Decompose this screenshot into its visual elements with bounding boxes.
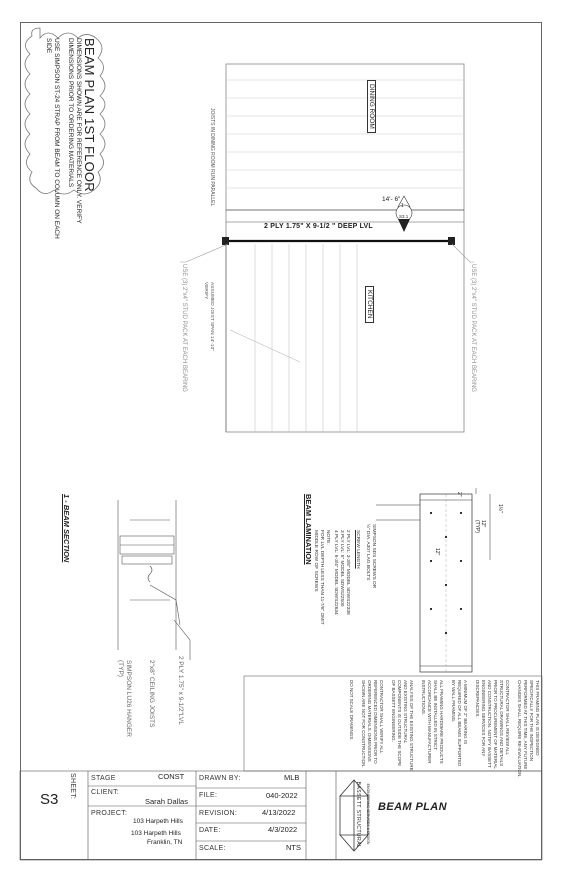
file-value: 040-2022: [266, 791, 298, 800]
lamination-notes: [364, 524, 376, 588]
joist-note: JOISTS IN DINING ROOM RUN PARALLEL: [209, 108, 215, 207]
plan-note-2: DIMENSIONS PRIOR TO ORDERING MATERIALS: [67, 38, 74, 188]
project-value-1: 103 Harpeth Hills: [133, 818, 183, 825]
hanger-text: SIMPSON LU26 HANGER: [125, 660, 132, 737]
beam-span-dimension: 14'- 6": [382, 196, 401, 203]
lam-dim-1: 1½": [497, 504, 503, 513]
note-line-1: FOR LVL DEPTH LESS THAN 11-7/8" OMIT: [319, 530, 324, 625]
general-note-line: AND CONSTRUCTION. NOTIFY BASSETT: [487, 680, 492, 768]
hanger-typ: (TYP): [117, 660, 124, 677]
note-line-2: MIDDLE ROW OF SCREWS: [313, 530, 318, 592]
general-note-line: SHOWN ARE NOT FOR CONSTRUCTION.: [361, 680, 366, 768]
beam-label: 2 PLY 1.75" X 9-1/2 " DEEP LVL: [264, 223, 373, 230]
room-label-dining: DINING ROOM: [367, 80, 376, 133]
general-note-line: OF BASSETT ENGINEERING.: [391, 680, 396, 742]
general-note-line: SPECIFICALLY FOR THE INSPECTION: [529, 680, 534, 762]
company-logo-mark: [340, 780, 368, 851]
general-note-line: ORDERING MATERIALS. DIMENSIONS: [367, 680, 372, 762]
lam-dim-5: 12": [434, 548, 440, 556]
verify-text: VERIFY: [203, 282, 208, 300]
screw-note-2: ½" DIA. A307 LAG BOLTS: [365, 524, 370, 581]
general-note-line: AND EXISTING STRUCTURAL: [403, 680, 408, 744]
table-row-1: 2 PLY LVL: 3-3/8" MODEL SDWS22338: [345, 530, 350, 615]
room-label-kitchen: KITCHEN: [365, 286, 374, 323]
lamination-footnote: [312, 530, 330, 625]
sheet-number: S3: [40, 791, 59, 808]
revision-value: 4/13/2022: [262, 808, 296, 817]
sheet-label: SHEET:: [69, 773, 76, 800]
section-sheet: S3.1: [399, 214, 409, 219]
revision-label: REVISION:: [199, 810, 238, 817]
plan-note-1: DIMENSIONS SHOWN ARE FOR REFERENCE ONLY. VERIFY: [75, 38, 82, 224]
screw-note-1: SIMPSON SDS SCREWS OR: [371, 524, 376, 589]
stud-pack-note-left: USE (3) 2"x4" STUD PACK AT EACH BEARING: [181, 264, 187, 392]
plan-note-3: USE SIMPSON ST-24 STRAP FROM BEAM TO COLUMN ON EACH: [53, 38, 60, 239]
general-note-line: ALL FRAMING HARDWARE PRODUCTS: [439, 680, 444, 764]
drawing-title: BEAM PLAN: [378, 801, 447, 813]
lam-dim-4: 2": [456, 492, 462, 497]
client-label: CLIENT:: [91, 789, 120, 796]
lam-dim-3: (TYP): [474, 520, 480, 534]
general-note-line: REQUIRED OF ALL BEAMS SUPPORTED: [457, 680, 462, 767]
table-row-2: 3 PLY LVL: 5" MODEL SDWS22500: [339, 530, 344, 607]
general-note-line: ENGINEERING SERVICES FOR ANY: [481, 680, 486, 757]
general-note-line: CONTRACTOR SHALL REVIEW ALL: [505, 680, 510, 756]
lam-dim-2: 12": [480, 520, 486, 528]
beam-section-drawing: [118, 500, 190, 660]
joist-lines: [226, 80, 464, 188]
general-note-line: THIS FRAMING PLAN IS DESIGNED: [535, 680, 540, 756]
scale-value: NTS: [286, 843, 301, 852]
stage-label: STAGE: [91, 775, 116, 782]
general-note-line: PRIOR TO PROCUREMENT OF MATERIAL: [493, 680, 498, 769]
general-note-line: ACCORDANCE WITH MANUFACTURER: [427, 680, 432, 764]
plan-outline: [226, 64, 464, 432]
plan-title-block: [44, 38, 96, 239]
general-note-line: A MINIMUM OF 2" BEARING IS: [463, 680, 468, 745]
general-note-line: ANALYSIS OF THE EXISTING STRUCTURE: [409, 680, 414, 771]
general-notes: [348, 680, 540, 777]
general-note-line: INSTRUCTIONS.: [421, 680, 426, 716]
file-label: FILE:: [199, 792, 218, 799]
general-note-line: CONTRACTOR SHALL VERIFY ALL: [379, 680, 384, 754]
table-header: SCREW LENGTH: [355, 530, 360, 569]
plan-title: BEAM PLAN 1ST FLOOR: [82, 38, 97, 192]
table-row-3: 4 PLY LVL: 6-3/4" MODEL SDWS22634: [333, 530, 338, 615]
section-label-joists: 2"x8" CEILING JOISTS: [148, 660, 155, 728]
plan-note-4: SIDE: [45, 38, 52, 54]
drawn-by-value: MLB: [284, 773, 300, 782]
general-note-line: PERFORMED AT THIS TIME, ANY FUTURE: [523, 680, 528, 770]
date-label: DATE:: [199, 827, 221, 834]
assumed-span-note: [202, 282, 214, 351]
screw-length-table: [332, 530, 360, 615]
scale-label: SCALE:: [199, 845, 226, 852]
general-note-line: REFERENCED DIMENSIONS PRIOR TO: [373, 680, 378, 764]
general-note-line: CHANGES SHALL REQUIRE RE-EVALUATION.: [517, 680, 522, 778]
section-label-hanger: [116, 660, 132, 737]
drawn-by-label: DRAWN BY:: [199, 775, 241, 782]
general-note-line: STRUCTURAL DRAWINGS AND DETAILS: [499, 680, 504, 767]
stud-pack-note-right: USE (3) 2"x4" STUD PACK AT EACH BEARING: [470, 264, 476, 392]
project-label: PROJECT:: [91, 810, 128, 817]
assumed-span-text: ASSUMED JOIST SPAN 14'-10": [209, 282, 214, 351]
sheet-cell: [24, 773, 84, 808]
general-note-line: DISCREPANCIES.: [475, 680, 480, 718]
project-value-3: Franklin, TN: [147, 839, 183, 846]
general-note-line: COMPONENTS IS OUTSIDE THE SCOPE: [397, 680, 402, 767]
client-value: Sarah Dallas: [145, 797, 188, 806]
lamination-title: BEAM LAMINATION: [304, 494, 313, 565]
general-note-line: BY WALL FRAMING.: [451, 680, 456, 723]
general-note-line: DO NOT SCALE DRAWINGS.: [349, 680, 354, 741]
project-value-2: 103 Harpeth Hills: [131, 830, 181, 837]
company-sub-text: ENGINEERING SERVICES & DESIGN: [366, 783, 370, 845]
date-value: 4/3/2022: [268, 825, 298, 834]
section-label-lvl: 2 PLY 1.75" x 9-1/2"LVL: [177, 656, 184, 725]
section-title: 1 - BEAM SECTION: [62, 494, 71, 563]
general-note-line: SHALL BE INSTALLED IN STRICT: [433, 680, 438, 751]
company-logo-text: BASSETT STRUCTURAL: [355, 781, 361, 849]
note-head: NOTE:: [325, 530, 330, 545]
section-tag: 1: [401, 203, 404, 209]
stage-value: CONST: [158, 772, 185, 781]
